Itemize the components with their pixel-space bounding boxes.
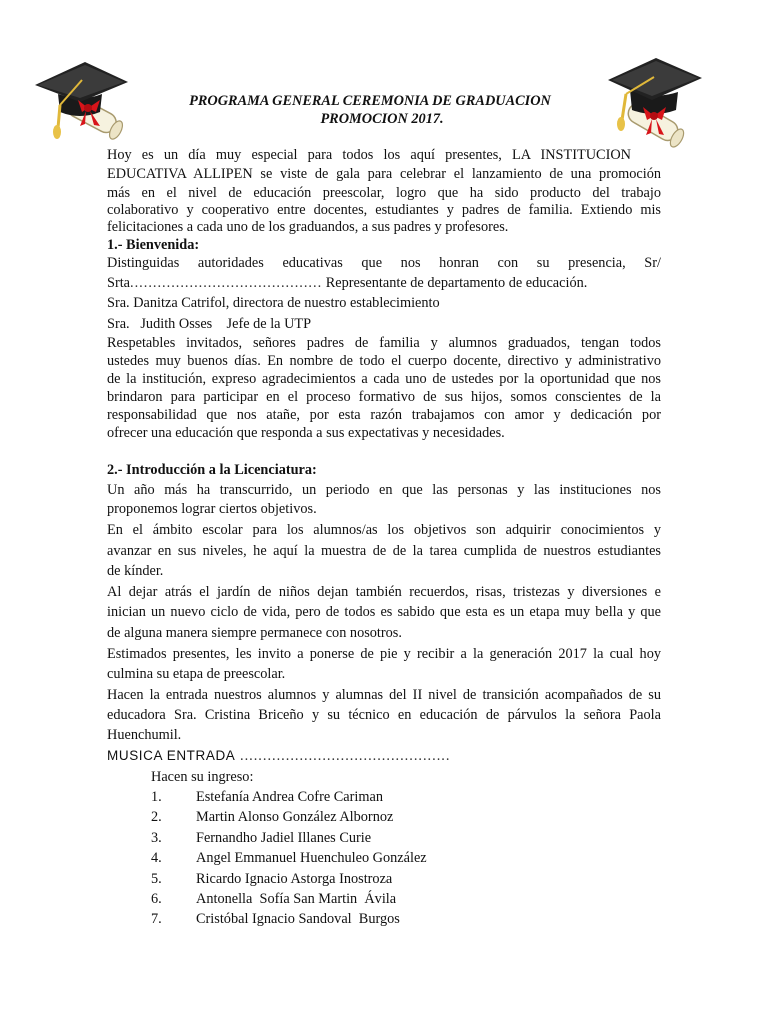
list-number: 3. bbox=[151, 830, 162, 846]
intro-line: Hoy es un día muy especial para todos los aquí presentes, LA INSTITUCION bbox=[107, 147, 631, 163]
intro-line: más en el nivel de educación preescolar, logro que ha sido producto del trabajo bbox=[107, 185, 661, 201]
intro-licenciatura-line: de kínder. bbox=[107, 563, 164, 579]
student-name: Fernandho Jadiel Illanes Curie bbox=[196, 830, 372, 846]
list-item bbox=[151, 828, 371, 848]
fill-in-dots: .......................................... bbox=[130, 275, 323, 291]
welcome-line-utp: Sra. Judith Osses Jefe de la UTP bbox=[107, 316, 312, 332]
document-title-line2: PROMOCION 2017. bbox=[320, 111, 444, 127]
welcome-paragraph-line: brindaron para participar en el proceso formativo de sus hijos, somos conscientes de la bbox=[107, 389, 661, 405]
ingreso-label: Hacen su ingreso: bbox=[151, 769, 254, 785]
welcome-paragraph-line: ofrecer una educación que responda a sus expectativas y necesidades. bbox=[107, 425, 505, 441]
list-number: 1. bbox=[151, 789, 162, 805]
intro-licenciatura-line: inician un nuevo ciclo de vida, pero de todos es sabido que esta es un etapa muy bella y que bbox=[107, 604, 661, 620]
music-entry-line bbox=[107, 746, 661, 766]
list-item bbox=[151, 807, 393, 827]
welcome-line-directora: Sra. Danitza Catrifol, directora de nuestro establecimiento bbox=[107, 295, 440, 311]
welcome-paragraph-line: responsabilidad que nos atañe, por esta razón trabajamos con amor y dedicación por bbox=[107, 407, 661, 423]
student-name: Ricardo Ignacio Astorga Inostroza bbox=[196, 871, 393, 887]
welcome-line: Distinguidas autoridades educativas que nos honran con su presencia, Sr/ bbox=[107, 255, 661, 271]
intro-line: EDUCATIVA ALLIPEN se viste de gala para celebrar el lanzamiento de una promoción bbox=[107, 166, 661, 182]
representative-label: Representante de departamento de educación. bbox=[322, 275, 588, 291]
srta-label: Srta bbox=[107, 275, 131, 291]
intro-licenciatura-line: Al dejar atrás el jardín de niños dejan también recuerdos, risas, tristezas y diversiones e bbox=[107, 584, 661, 600]
list-number: 7. bbox=[151, 911, 162, 927]
list-item bbox=[151, 787, 383, 807]
intro-licenciatura-line: Estimados presentes, les invito a ponerse de pie y recibir a la generación 2017 la cual hoy bbox=[107, 646, 661, 662]
welcome-paragraph-line: Respetables invitados, señores padres de familia y alumnos graduados, tengan todos bbox=[107, 335, 661, 351]
intro-line: colaborativo y cooperativo entre docentes, estudiantes y padres de familia. Extiendo mis bbox=[107, 202, 661, 218]
intro-licenciatura-line: culmina su etapa de preescolar. bbox=[107, 666, 286, 682]
section-heading-bienvenida: 1.- Bienvenida: bbox=[107, 237, 200, 253]
intro-licenciatura-line: de alguna manera siempre permanece con nosotros. bbox=[107, 625, 402, 641]
list-number: 2. bbox=[151, 809, 162, 825]
intro-licenciatura-line: Huenchumil. bbox=[107, 727, 182, 743]
intro-licenciatura-line: avanzar en sus niveles, he aquí la muestra de de la tarea cumplida de nuestros estudiantes bbox=[107, 543, 661, 559]
section-heading-introduccion: 2.- Introducción a la Licenciatura: bbox=[107, 462, 317, 478]
document-title-line1: PROGRAMA GENERAL CEREMONIA DE GRADUACION bbox=[189, 93, 551, 109]
list-number: 5. bbox=[151, 871, 162, 887]
welcome-line-srta bbox=[107, 273, 661, 293]
list-item bbox=[151, 909, 400, 929]
student-name: Martin Alonso González Albornoz bbox=[196, 809, 394, 825]
intro-licenciatura-line: Hacen la entrada nuestros alumnos y alumnas del II nivel de transición acompañados de su bbox=[107, 687, 661, 703]
intro-line: felicitaciones a cada uno de los graduandos, a sus padres y profesores. bbox=[107, 219, 509, 235]
welcome-paragraph-line: ustedes muy buenos días. En nombre de todo el cuerpo docente, directivo y administrativo bbox=[107, 353, 661, 369]
list-item bbox=[151, 848, 427, 868]
intro-licenciatura-line: educadora Sra. Cristina Briceño y su técnico en educación de párvulos la señora Paola bbox=[107, 707, 661, 723]
intro-licenciatura-line: Un año más ha transcurrido, un periodo en que las personas y las instituciones nos bbox=[107, 482, 661, 498]
list-number: 4. bbox=[151, 850, 162, 866]
list-item bbox=[151, 869, 392, 889]
fill-in-dots: .............................................. bbox=[235, 748, 451, 764]
list-number: 6. bbox=[151, 891, 162, 907]
intro-licenciatura-line: En el ámbito escolar para los alumnos/as los objetivos son adquirir conocimientos y bbox=[107, 522, 661, 538]
student-name: Estefanía Andrea Cofre Cariman bbox=[196, 789, 383, 805]
student-name: Angel Emmanuel Huenchuleo González bbox=[196, 850, 427, 866]
student-name: Cristóbal Ignacio Sandoval Burgos bbox=[196, 911, 400, 927]
student-name: Antonella Sofía San Martin Ávila bbox=[196, 891, 397, 907]
welcome-paragraph-line: de la institución, expreso agradecimientos a cada uno de ustedes por la oportunidad que nos bbox=[107, 371, 661, 387]
list-item bbox=[151, 889, 396, 909]
intro-licenciatura-line: proponemos lograr ciertos objetivos. bbox=[107, 501, 317, 517]
music-entry-label: MUSICA ENTRADA bbox=[107, 748, 236, 763]
